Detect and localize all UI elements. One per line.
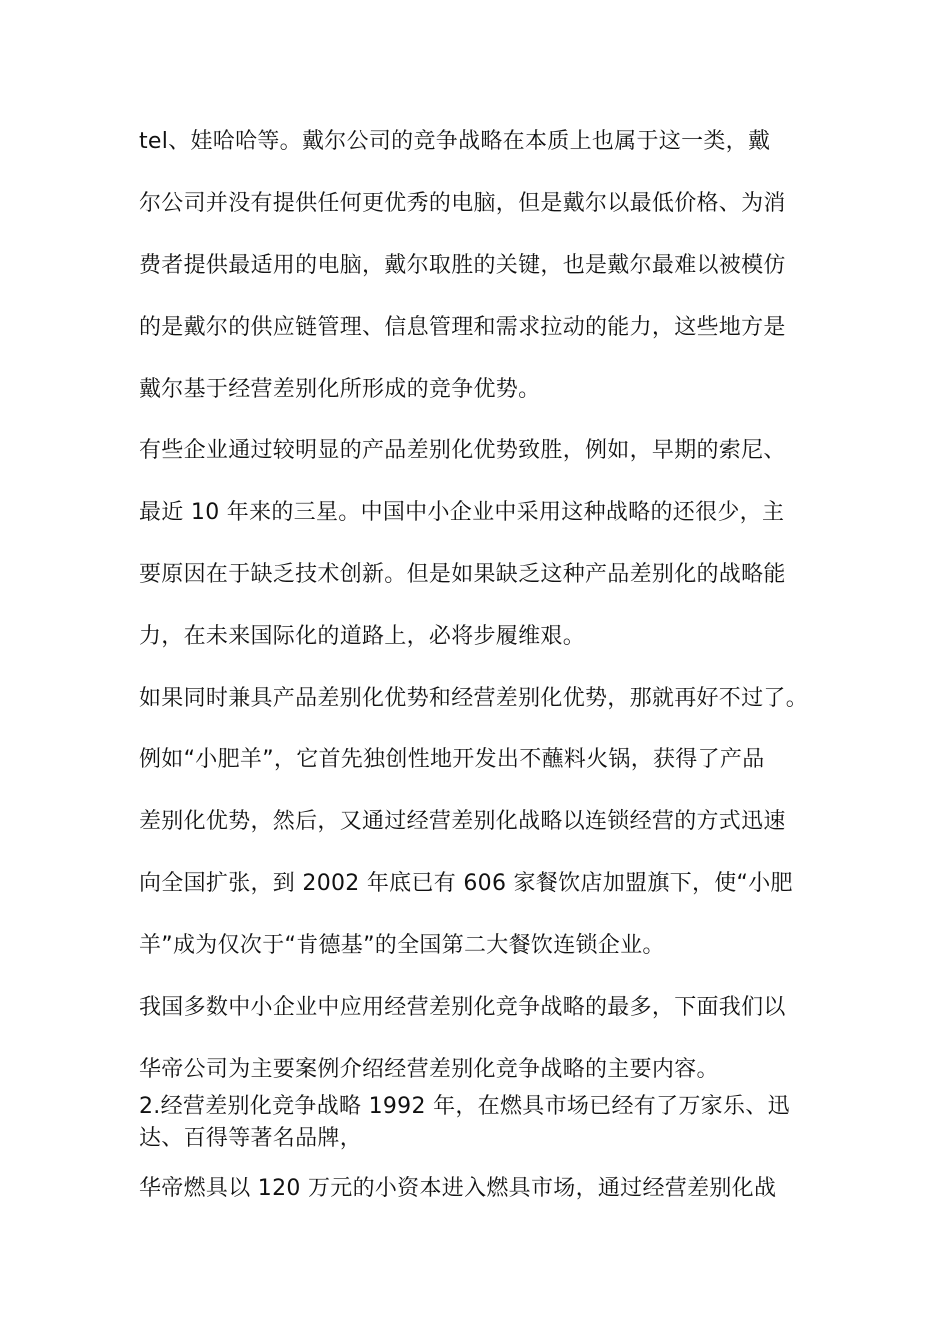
text-line: 差别化优势，然后，又通过经营差别化战略以连锁经营的方式迅速 <box>139 809 786 834</box>
text-line: 我国多数中小企业中应用经营差别化竞争战略的最多，下面我们以 <box>139 995 786 1020</box>
text-line: 戴尔基于经营差别化所形成的竞争优势。 <box>139 377 541 402</box>
text-line: 有些企业通过较明显的产品差别化优势致胜，例如，早期的索尼、 <box>139 438 786 463</box>
text-line: 例如“小肥羊”，它首先独创性地开发出不蘸料火锅，获得了产品 <box>139 747 765 772</box>
text-line: 向全国扩张，到 2002 年底已有 606 家餐饮店加盟旗下，使“小肥 <box>139 871 793 896</box>
text-line: 力，在未来国际化的道路上，必将步履维艰。 <box>139 624 586 649</box>
text-line: 要原因在于缺乏技术创新。但是如果缺乏这种产品差别化的战略能 <box>139 562 786 587</box>
text-line: tel、娃哈哈等。戴尔公司的竞争战略在本质上也属于这一类，戴 <box>139 129 771 154</box>
text-line: 华帝公司为主要案例介绍经营差别化竞争战略的主要内容。 <box>139 1057 719 1082</box>
text-line: 尔公司并没有提供任何更优秀的电脑，但是戴尔以最低价格、为消 <box>139 191 786 216</box>
text-line: 2.经营差别化竞争战略 1992 年，在燃具市场已经有了万家乐、迅 <box>139 1094 790 1119</box>
text-line: 如果同时兼具产品差别化优势和经营差别化优势，那就再好不过了。 <box>139 686 809 711</box>
text-line: 达、百得等著名品牌， <box>139 1126 363 1151</box>
text-line: 最近 10 年来的三星。中国中小企业中采用这种战略的还很少，主 <box>139 500 785 525</box>
text-line: 华帝燃具以 120 万元的小资本进入燃具市场，通过经营差别化战 <box>139 1176 777 1201</box>
text-line: 费者提供最适用的电脑，戴尔取胜的关键，也是戴尔最难以被模仿 <box>139 253 786 278</box>
text-line: 的是戴尔的供应链管理、信息管理和需求拉动的能力，这些地方是 <box>139 315 786 340</box>
text-line: 羊”成为仅次于“肯德基”的全国第二大餐饮连锁企业。 <box>139 933 665 958</box>
